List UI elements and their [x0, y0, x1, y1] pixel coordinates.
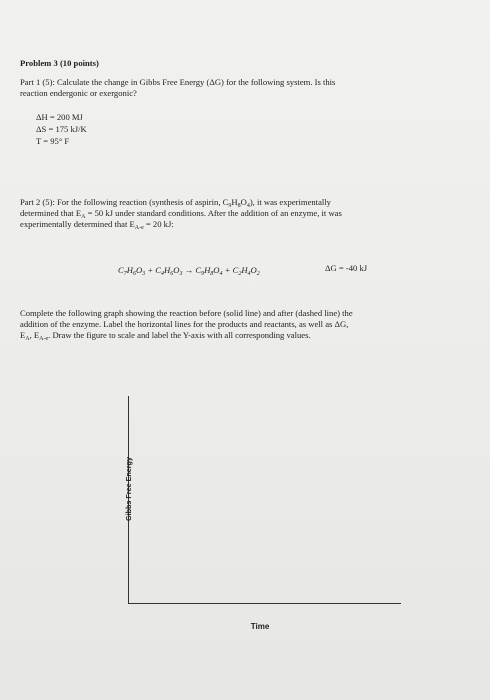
delta-g-value: ΔG = -40 kJ: [325, 263, 368, 273]
graph-x-axis: [128, 603, 401, 604]
x-axis-label: Time: [250, 622, 270, 631]
problem-title: Problem 3 (10 points): [20, 58, 99, 68]
part2-line3: experimentally determined that $E_{A-e} = 20$ kJ:: [20, 219, 174, 231]
instructions-line2: addition of the enzyme. Label the horizontal lines for the products and reactants, as well as ΔG,: [20, 319, 349, 329]
instructions-line1: Complete the following graph showing the reaction before (solid line) and after (dashed line) the: [20, 308, 353, 318]
part1-temperature: T = 95° F: [36, 136, 70, 146]
part1-line1: Part 1 (5): Calculate the change in Gibbs Free Energy (ΔG) for the following system. Is this: [20, 77, 336, 87]
part2-line2: determined that $E_A = 50$ kJ under standard conditions. After the addition of an enzyme, it was: [20, 208, 342, 220]
y-axis-label: Gibbs Free Energy: [124, 457, 133, 521]
part2-line1: Part 2 (5): For the following reaction (synthesis of aspirin, $C_9H_8O_4$), it was experimentally: [20, 197, 331, 209]
part1-line2: reaction endergonic or exergonic?: [20, 88, 137, 98]
aspirin-equation: $C_7H_6O_3 + C_4H_6O_3 \to C_9H_8O_4 + C_2H_4O_2$: [118, 265, 260, 277]
part1-enthalpy: ΔH = 200 MJ: [36, 112, 83, 122]
instructions-line3: $E_A$, $E_{A-e}$. Draw the figure to scale and label the Y-axis with all corresponding values.: [20, 330, 311, 342]
part1-entropy: ΔS = 175 kJ/K: [36, 124, 87, 134]
